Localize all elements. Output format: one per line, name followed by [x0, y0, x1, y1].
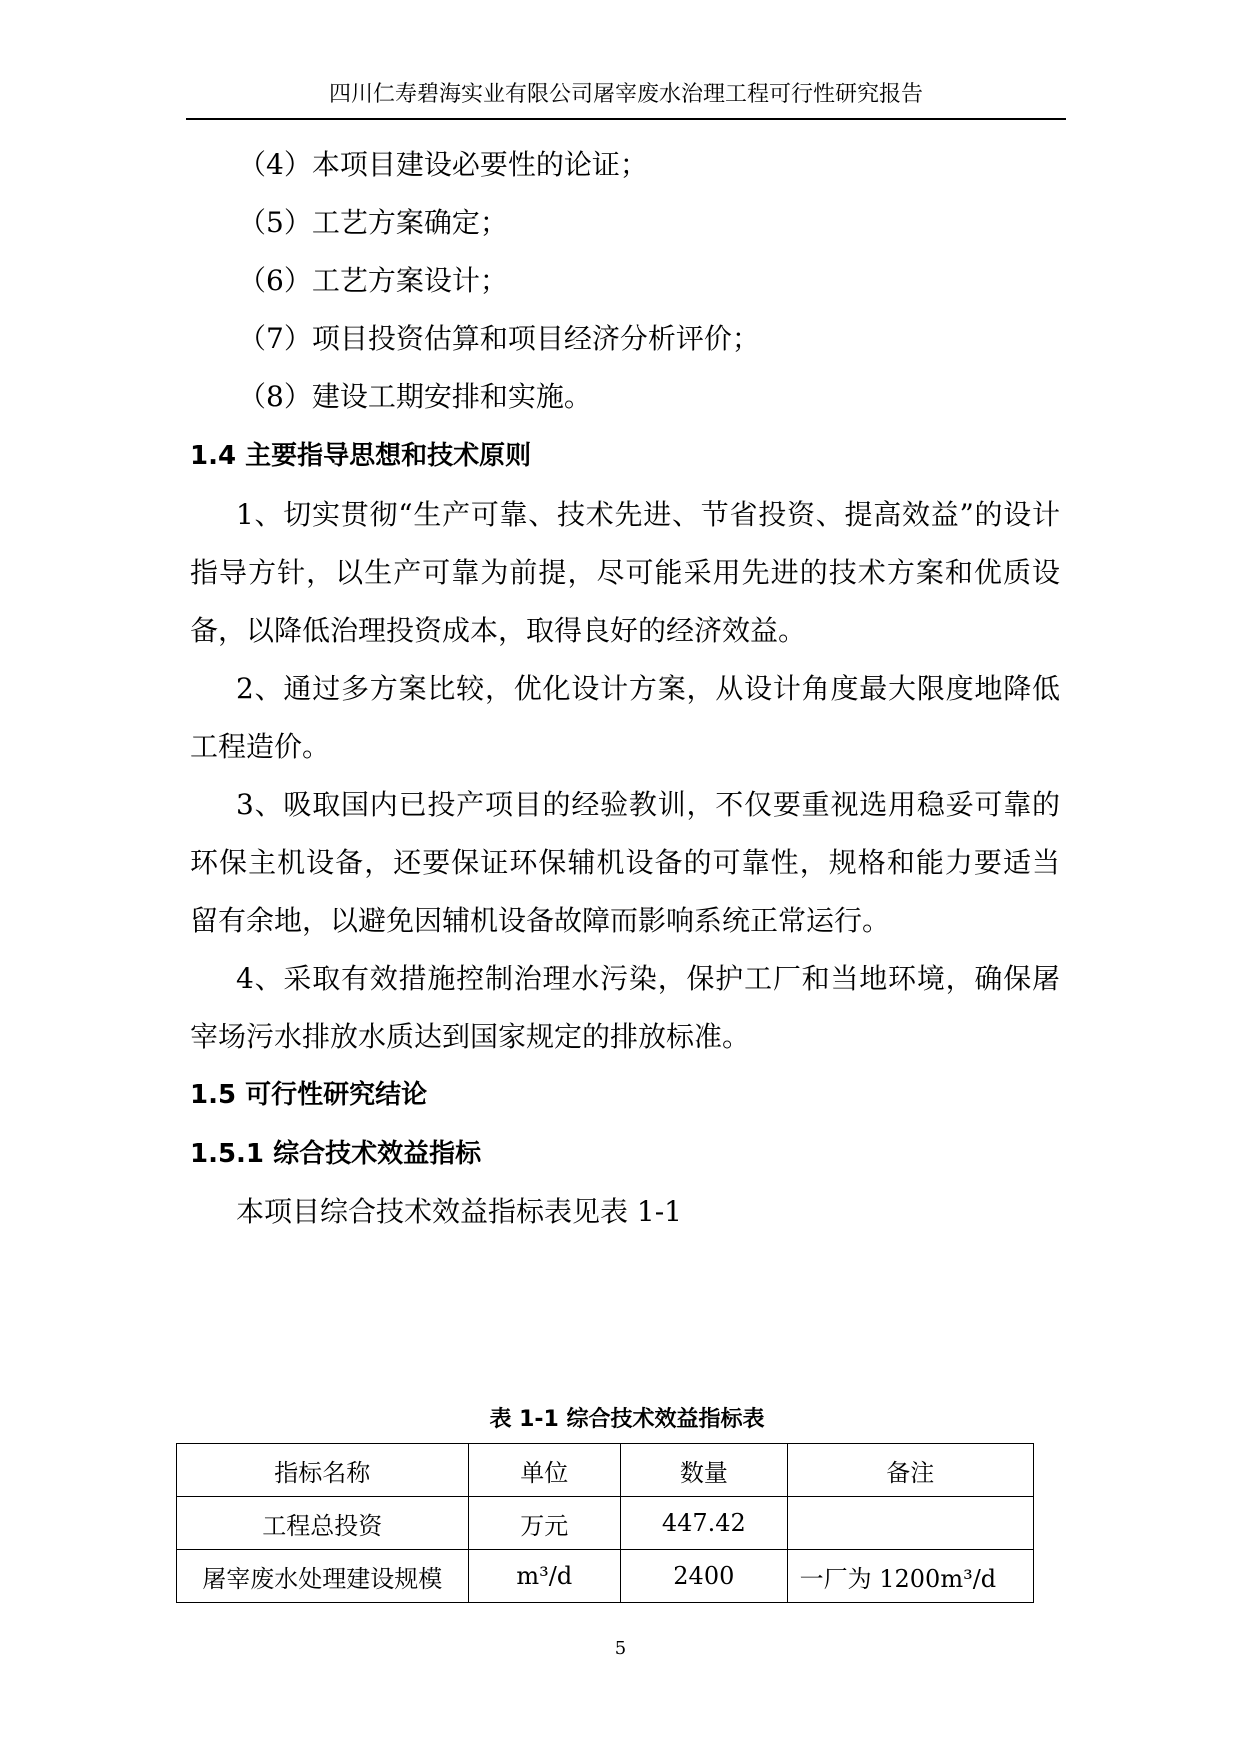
table-header-cell: 单位	[468, 1444, 620, 1497]
page-number: 5	[614, 1638, 627, 1659]
paragraph-line: 4、采取有效措施控制治理水污染，保护工厂和当地环境，确保屠	[236, 962, 1060, 995]
table-cell: 一厂为 1200m³/d	[787, 1550, 1033, 1603]
list-item: （7）项目投资估算和项目经济分析评价；	[238, 322, 760, 355]
list-item: （5）工艺方案确定；	[238, 206, 508, 239]
paragraph-line: 备，以降低治理投资成本，取得良好的经济效益。	[190, 614, 807, 647]
section-heading-1-5: 1.5 可行性研究结论	[190, 1080, 428, 1110]
table-row	[177, 1497, 1034, 1550]
table-cell: 2400	[621, 1550, 788, 1603]
paragraph-line: 工程造价。	[190, 730, 331, 763]
paragraph-line: 指导方针，以生产可靠为前提，尽可能采用先进的技术方案和优质设	[190, 556, 1060, 589]
table-row	[177, 1550, 1034, 1603]
table-cell: 屠宰废水处理建设规模	[177, 1550, 469, 1603]
paragraph-line: 3、吸取国内已投产项目的经验教训，不仅要重视选用稳妥可靠的	[236, 788, 1060, 821]
section-heading-1-4: 1.4 主要指导思想和技术原则	[190, 441, 532, 471]
table-header-cell: 数量	[621, 1444, 788, 1497]
paragraph-line: 宰场污水排放水质达到国家规定的排放标准。	[190, 1020, 751, 1053]
list-item: （6）工艺方案设计；	[238, 264, 508, 297]
table-header-cell: 备注	[787, 1444, 1033, 1497]
table-caption: 表 1-1 综合技术效益指标表	[489, 1407, 765, 1432]
header-rule	[186, 118, 1066, 120]
paragraph-line: 留有余地，以避免因辅机设备故障而影响系统正常运行。	[190, 904, 891, 937]
document-header: 四川仁寿碧海实业有限公司屠宰废水治理工程可行性研究报告	[328, 82, 923, 107]
subsection-heading-1-5-1: 1.5.1 综合技术效益指标	[190, 1139, 482, 1169]
table-cell: 工程总投资	[177, 1497, 469, 1550]
table-cell: m³/d	[468, 1550, 620, 1603]
table-header-row	[177, 1444, 1034, 1497]
table-cell	[787, 1497, 1033, 1550]
list-item: （8）建设工期安排和实施。	[238, 380, 592, 413]
table-cell: 447.42	[621, 1497, 788, 1550]
paragraph-line: 环保主机设备，还要保证环保辅机设备的可靠性，规格和能力要适当	[190, 846, 1060, 879]
list-item: （4）本项目建设必要性的论证；	[238, 148, 648, 181]
metrics-table	[176, 1443, 1034, 1603]
paragraph-line: 1、切实贯彻“生产可靠、技术先进、节省投资、提高效益”的设计	[236, 498, 1060, 531]
table-cell: 万元	[468, 1497, 620, 1550]
paragraph-line: 2、通过多方案比较，优化设计方案，从设计角度最大限度地降低	[236, 672, 1060, 705]
table-intro: 本项目综合技术效益指标表见表 1-1	[236, 1195, 682, 1228]
table-header-cell: 指标名称	[177, 1444, 469, 1497]
